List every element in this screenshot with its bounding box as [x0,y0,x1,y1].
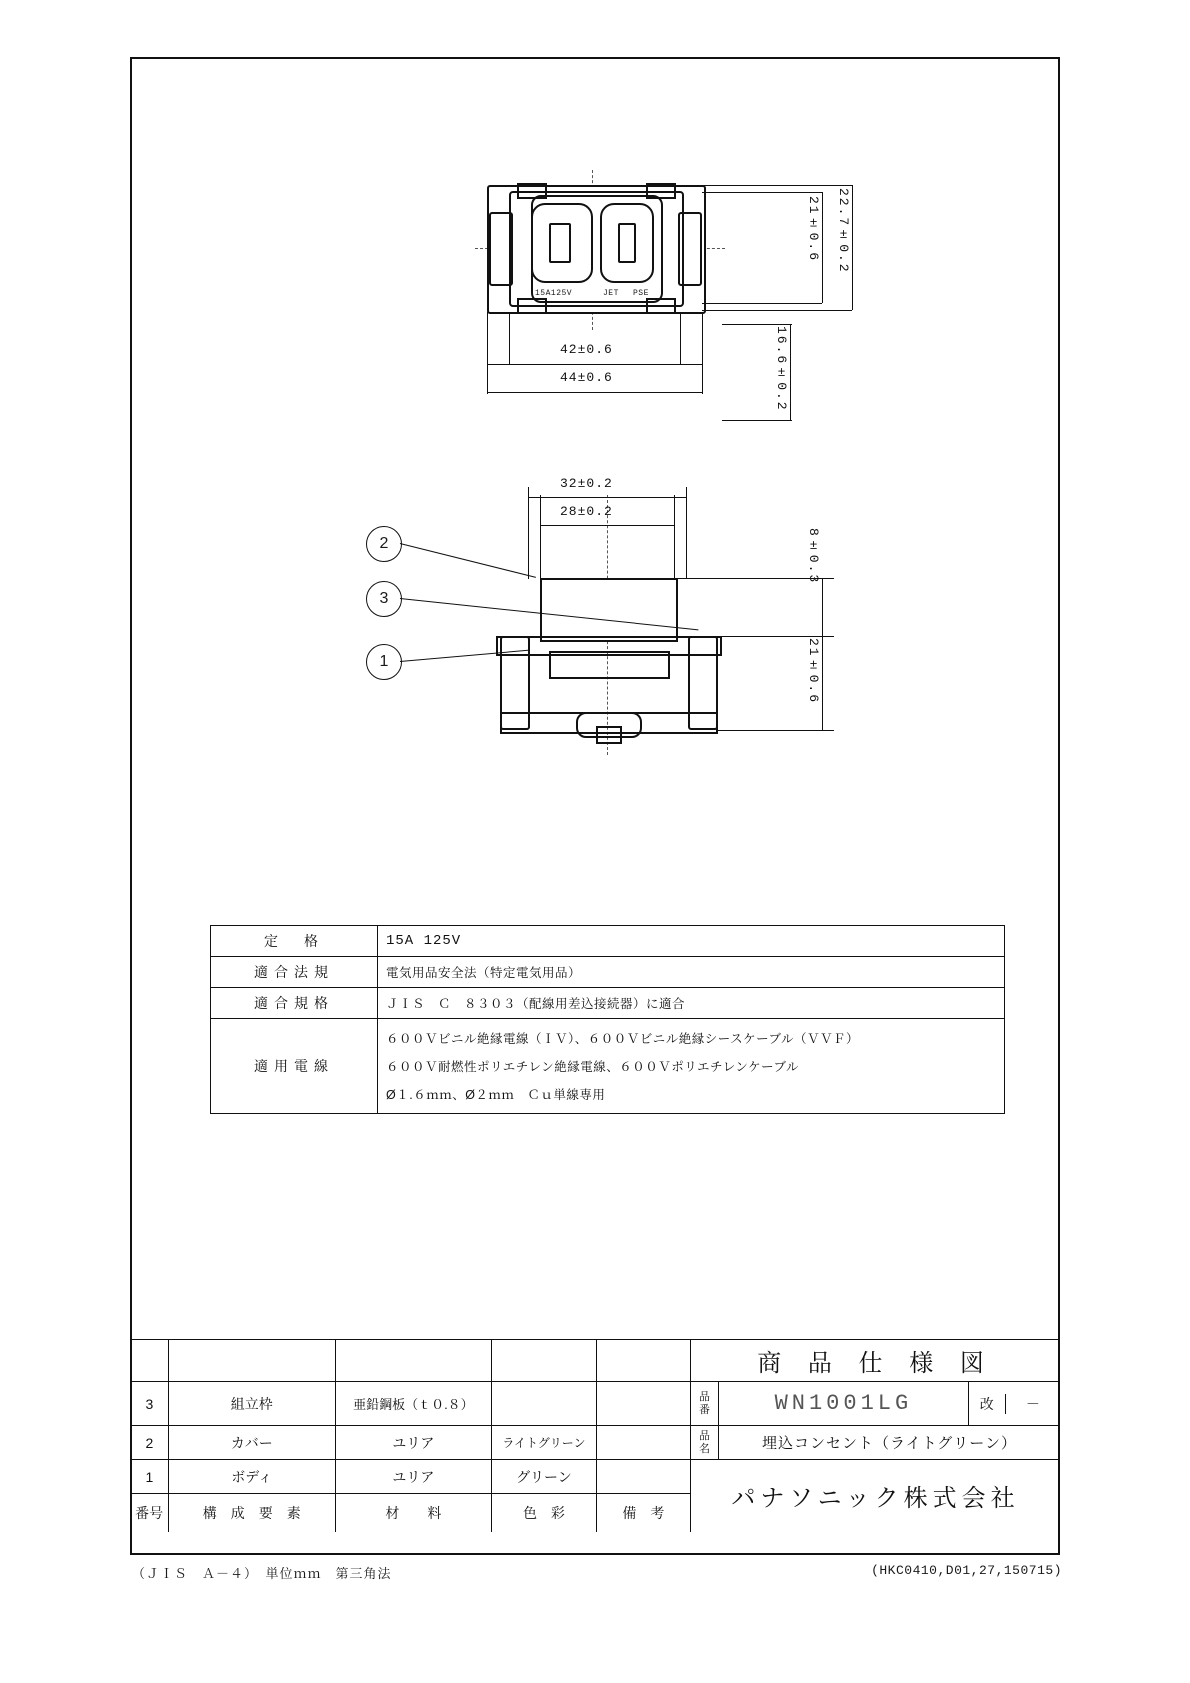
spec-label-law: 適合法規 [211,957,378,988]
spec-value-rating: 15A 125V [378,926,1005,957]
dim-text-44: 44±0.6 [560,370,613,385]
ext-line-bottom-21 [702,303,822,304]
tab-bottom-right [646,298,676,314]
dim-text-42: 42±0.6 [560,342,613,357]
part-note-1 [596,1460,690,1494]
tab-top-right [646,183,676,199]
balloon-1: 1 [366,644,402,680]
mounting-ear-left [489,212,513,286]
part-color-2: ライトグリーン [492,1426,597,1460]
spec-table [210,925,1005,1114]
tab-bottom-left [517,298,547,314]
product-name: 埋込コンセント（ライトグリーン） [719,1426,1060,1460]
spec-row-rating [211,926,1005,957]
side-view-base-tab [596,726,622,744]
spec-row-standard [211,988,1005,1019]
part-note-3 [596,1382,690,1426]
spec-label-rating: 定 格 [211,926,378,957]
parts-empty-1 [131,1340,169,1382]
part-material-2: ユリア [335,1426,491,1460]
parts-empty-3 [335,1340,491,1382]
dim-line-166 [790,324,791,420]
footer-right: (HKC0410,D01,27,150715) [871,1563,1062,1578]
ext-line-left-42 [509,312,510,364]
spec-row-wire [211,1019,1005,1114]
spec-value-standard: ＪＩＳ Ｃ ８３０３（配線用差込接続器）に適合 [378,988,1005,1019]
spec-label-wire: 適用電線 [211,1019,378,1114]
dim-line-8 [822,578,823,636]
spec-wire-line-3: Ø１.６ｍｍ、Ø２ｍｍ Ｃｕ単線専用 [386,1088,606,1102]
balloon-2: 2 [366,526,402,562]
dim-line-44 [487,392,702,393]
dim-text-166: 16.6±0.2 [774,326,789,412]
jet-marking: JET [603,289,619,298]
model-label: 品 番 [691,1382,719,1426]
spec-label-standard: 適合規格 [211,988,378,1019]
part-color-1: グリーン [492,1460,597,1494]
ext-line-bottom-227 [702,310,852,311]
dim-text-227: 22.7±0.2 [836,188,851,274]
part-material-1: ユリア [335,1460,491,1494]
ext-line-left-28 [540,495,541,579]
balloon-3: 3 [366,581,402,617]
part-no-1: 1 [131,1460,169,1494]
ext-line-left-44 [487,312,488,394]
dim-text-21-top: 21±0.6 [806,196,821,263]
parts-row-1 [131,1460,1061,1494]
side-view-body [540,578,678,642]
parts-header-color: 色 彩 [492,1494,597,1532]
dim-line-21-side [822,636,823,730]
revision-label: 改 [969,1394,1006,1414]
spec-row-law [211,957,1005,988]
part-no-3: 3 [131,1382,169,1426]
product-name-label: 品 名 [691,1426,719,1460]
drawing-title: 商 品 仕 様 図 [691,1340,1060,1382]
part-element-1: ボディ [168,1460,335,1494]
parts-row-3 [131,1382,1061,1426]
spec-value-law: 電気用品安全法（特定電気用品） [378,957,1005,988]
spec-wire-line-2: ６００Ｖ耐燃性ポリエチレン絶縁電線、６００Ｖポリエチレンケーブル [386,1060,800,1074]
parts-empty-2 [168,1340,335,1382]
top-view-outline [487,185,702,310]
rating-marking: 15A125V [535,289,573,298]
ext-line-right-44 [702,312,703,394]
part-note-2 [596,1426,690,1460]
dim-line-28 [540,525,674,526]
parts-header-material: 材 料 [335,1494,491,1532]
ext-line-right-28 [674,495,675,579]
mounting-ear-right [678,212,702,286]
part-no-2: 2 [131,1426,169,1460]
dim-text-28: 28±0.2 [560,504,613,519]
parts-row-2 [131,1426,1061,1460]
company-name: パナソニック株式会社 [691,1460,1060,1532]
parts-header-no: 番号 [131,1494,169,1532]
tab-top-left [517,183,547,199]
ext-line-left-32 [528,487,529,579]
title-row-top [131,1340,1061,1382]
spec-value-wire [378,1019,1005,1114]
parts-header-note: 備 考 [596,1494,690,1532]
ext-line-right-42 [680,312,681,364]
socket-slot-left [549,223,571,263]
dim-line-21-top [822,192,823,303]
revision-cell [968,1382,1060,1426]
title-block-table [130,1339,1060,1532]
model-number: WN1001LG [719,1382,969,1426]
part-element-2: カバー [168,1426,335,1460]
dim-line-32 [528,497,686,498]
socket-slot-right [618,223,636,263]
part-element-3: 組立枠 [168,1382,335,1426]
part-material-3: 亜鉛鋼板（ｔ０.８） [335,1382,491,1426]
title-block [130,1339,1060,1555]
footer-left: （ＪＩＳ Ａ－４） 単位ｍｍ 第三角法 [132,1566,392,1581]
dim-text-8: 8±0.3 [806,528,821,585]
part-color-3 [492,1382,597,1426]
ext-line-8-bottom [718,636,834,637]
revision-value: － [1025,1395,1040,1412]
dim-line-42 [487,364,702,365]
dim-line-227 [852,185,853,310]
ext-line-right-32 [686,487,687,579]
dim-text-21-side: 21±0.6 [806,638,821,705]
ext-line-166-bottom [722,420,792,421]
spec-wire-line-1: ６００Ｖビニル絶縁電線（ＩＶ）、６００Ｖビニル絶縁シースケーブル（ＶＶＦ） [386,1032,860,1046]
parts-header-element: 構 成 要 素 [168,1494,335,1532]
ext-line-166-top [722,324,792,325]
dim-text-32: 32±0.2 [560,476,613,491]
pse-marking: PSE [633,289,649,298]
parts-empty-5 [596,1340,690,1382]
ext-line-top-21 [702,192,822,193]
ext-line-top-227 [702,185,852,186]
parts-empty-4 [492,1340,597,1382]
ext-line-21-bottom [718,730,834,731]
